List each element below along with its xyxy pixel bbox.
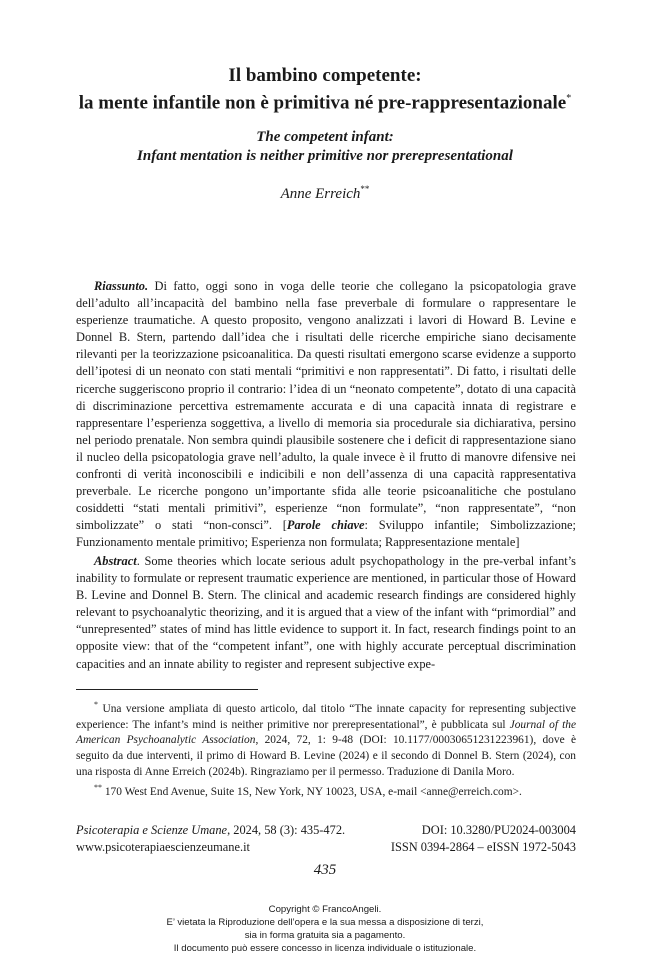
- copyright-line-3: sia in forma gratuita sia a pagamento.: [244, 930, 406, 941]
- footnotes: [76, 697, 576, 801]
- article-title: [0, 64, 650, 114]
- riassunto-label: Riassunto.: [94, 279, 149, 293]
- title-footnote-mark: *: [566, 93, 572, 104]
- abstract-label: Abstract: [94, 554, 137, 568]
- author-footnote-mark: **: [360, 184, 370, 194]
- keywords-text: : Sviluppo infantile; Simbolizzazione; Funzionamento mentale primitivo; Esperienza non formulata; Rappresentazione mentale]: [76, 518, 576, 550]
- citation-row: [76, 823, 576, 838]
- copyright-line-4: Il documento può essere concesso in licenza individuale o istituzionale.: [173, 943, 477, 954]
- keywords-label: Parole chiave: [286, 518, 365, 533]
- author-name: Anne Erreich**: [280, 184, 370, 202]
- english-title: [0, 128, 650, 166]
- footnote-1: * Una versione ampliata di questo articolo, dal titolo “The innate capacity for representing subjective experience: The infant’s mind is neither primitive nor prerepresentational”, è pubblicata sul Journal of the American Psychoanalytic Association, 2024, 72, 1: 9-48 (DOI: 10.1177/00030651231223961), dove è seguito da due interventi, il primo di Howard B. Levine (2024) e il secondo di Donnel B. Stern (2024), con una risposta di Anne Erreich (2024b). Ringraziamo per il permesso. Traduzione di Danila Moro.: [76, 700, 577, 778]
- riassunto-paragraph: [76, 278, 576, 552]
- copyright-line-2: E’ vietata la Riproduzione dell’opera e la sua messa a disposizione di terzi,: [166, 917, 484, 928]
- doi: DOI: 10.3280/PU2024-003004: [421, 823, 576, 837]
- copyright-notice: [0, 903, 650, 955]
- abstract-paragraph: [76, 553, 576, 673]
- issn: ISSN 0394-2864 – eISSN 1972-5043: [390, 840, 576, 854]
- footnote-journal-title: Journal of the American Psychoanalytic Association: [76, 718, 577, 747]
- english-title-line-1: The competent infant:: [256, 129, 394, 145]
- citation: Psicoterapia e Scienze Umane, 2024, 58 (3): 435-472.: [76, 823, 346, 837]
- riassunto-text: Di fatto, oggi sono in voga delle teorie che collegano la psicopatologia grave dell’adulto all’incapacità del bambino nella fase preverbale di formulare o rappresentare le esperienze traumatiche. A questo proposito, vengono analizzati i lavori di Howard B. Levine e Donnel B. Stern, partendo dall’idea che i risultati delle ricerche empiriche siano decisamente rilevanti per la teorizzazione psicoanalitica. Da questi risultati emergono scarse evidenze a supporto dell’ipotesi di un neonato con stati mentali “primitivi e non rappresentati”. Di fatto, i risultati delle ricerche suggeriscono proprio il contrario: l’idea di un “neonato competente”, dotato di una capacità di discriminazione percettiva estremamente accurata e di una capacità innata di registrare e rappresentare l’esperienza soggettiva, a livello di memoria sia procedurale sia dichiarativa, persino nel periodo prenatale. Non sembra quindi plausibile sostenere che i deficit di rappresentazione siano il nucleo della psicopatologia grave nell’adulto, la quale invece è il frutto di manovre difensive nei confronti di verità inconoscibili e indicibili e non dell’assenza di una capacità rappresentativa preverbale. Le ricerche pongono un’importante sfida alle teorie psicoanalitiche che postulano cosiddetti “stati mentali primitivi”, esperienze “non formulate”, “non rappresentate”, “non simbolizzate” o stati “non-consci”. [: [76, 279, 576, 533]
- english-title-line-2: Infant mentation is neither primitive nor prerepresentational: [137, 148, 513, 164]
- website: www.psicoterapiaescienzeumane.it: [76, 840, 250, 854]
- abstract-text: . Some theories which locate serious adult psychopathology in the pre-verbal infant’s inability to formulate or represent traumatic experience are mentioned, in particular those of Howard B. Levine and Donnel B. Stern. The clinical and academic research findings are considered highly relevant to psychoanalytic theorizing, and it is argued that a view of the infant with “primordial” and “unrepresented” states of mind has little evidence to support it. In fact, research findings point to an opposite view: that of the “competent infant”, one with highly accurate perceptual discrimination capacities and an innate ability to register and represent subjective expe-: [76, 554, 576, 671]
- footnote-divider: [76, 689, 258, 690]
- title-line-1: Il bambino competente:: [228, 65, 422, 86]
- title-line-2: la mente infantile non è primitiva né pre-rappresentazionale*: [78, 92, 572, 114]
- page-number: 435: [313, 862, 337, 878]
- copyright-line-1: Copyright © FrancoAngeli.: [268, 904, 382, 915]
- footnote-2: ** 170 West End Avenue, Suite 1S, New York, NY 10023, USA, e-mail <anne@erreich.com>.: [94, 783, 522, 799]
- journal-name: Psicoterapia e Scienze Umane: [76, 823, 228, 837]
- website-row: [76, 840, 576, 855]
